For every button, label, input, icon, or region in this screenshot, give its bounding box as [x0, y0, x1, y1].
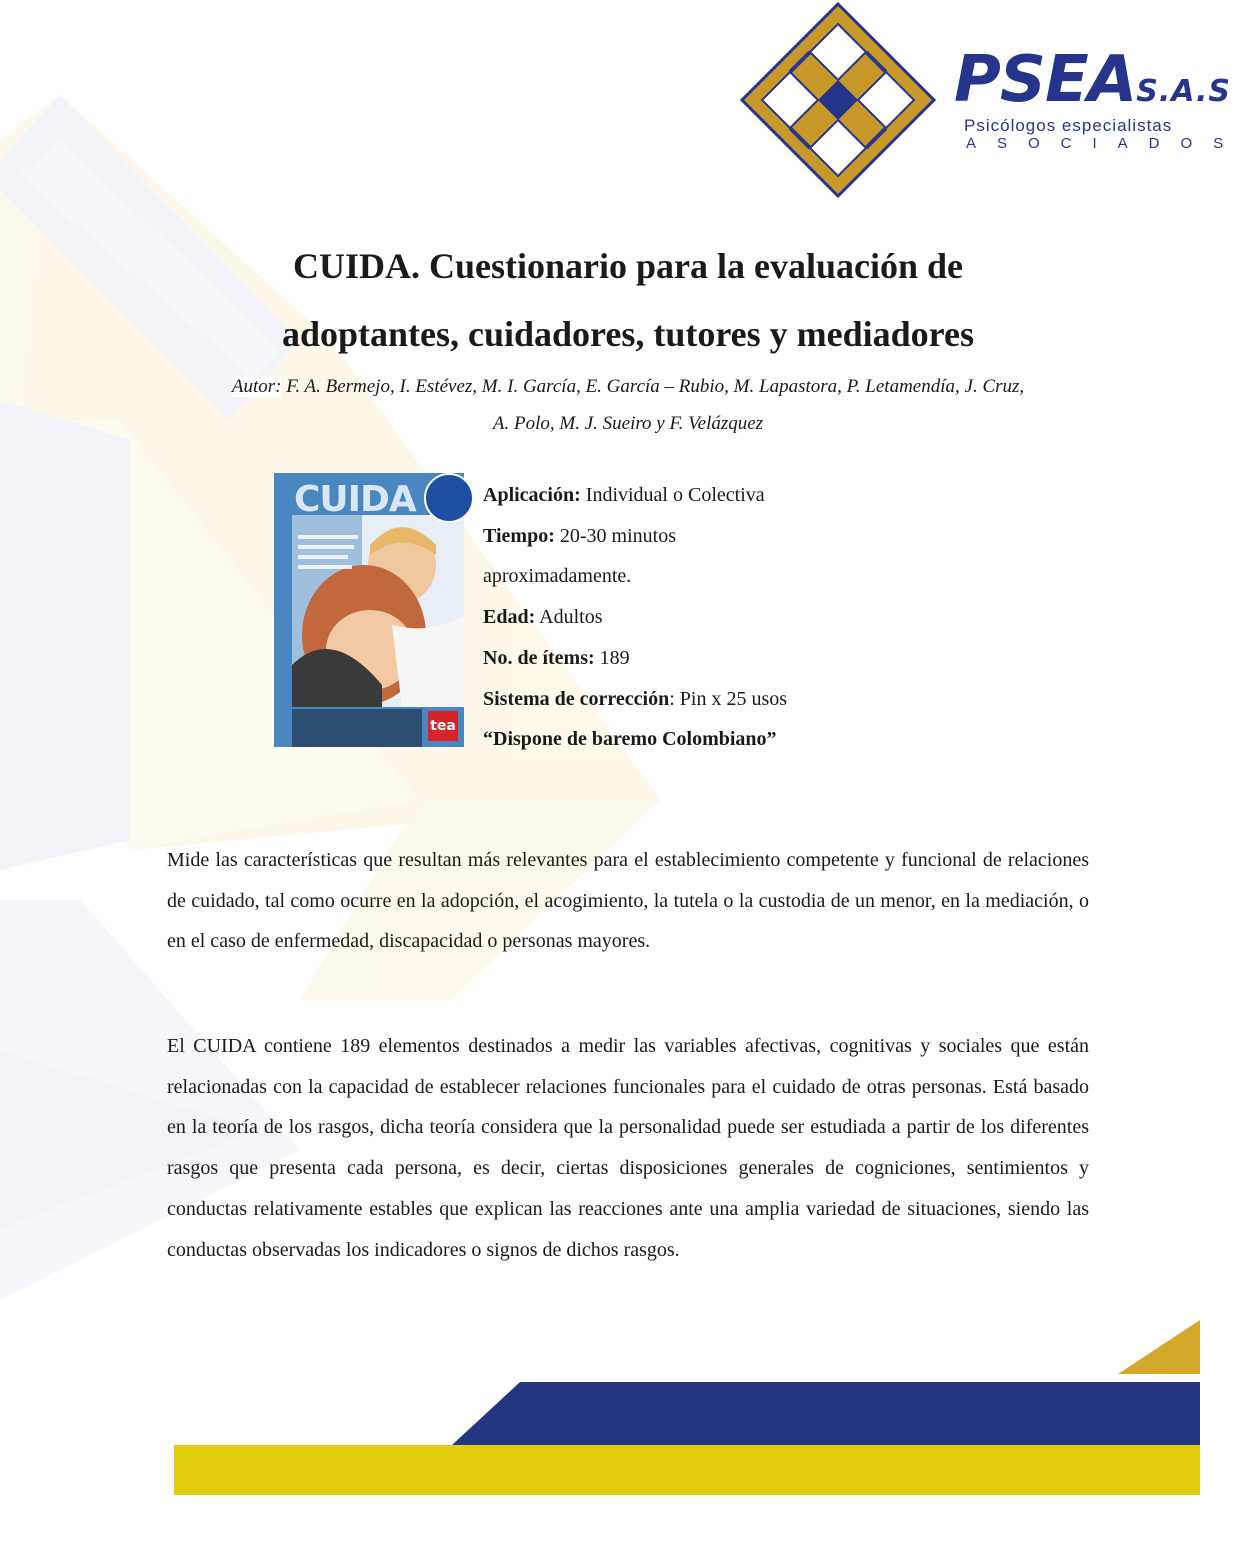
cover-badge-icon: [424, 473, 474, 523]
authors-line-1: [150, 368, 1106, 405]
authors-names-1: F. A. Bermejo, I. Estévez, M. I. García, E. García – Rubio, M. Lapastora, P. Letamendía, J. Cruz,: [281, 376, 1025, 397]
description-paragraph-1: Mide las características que resultan más relevantes para el establecimiento competente y funcional de relaciones de cuidado, tal como ocurre en la adopción, el acogimiento, la tutela o la custodia de un menor, en la mediación, o en el caso de enfermedad, discapacidad o personas mayores.: [167, 849, 1089, 953]
spec-value: 20-30 minutos: [554, 524, 676, 547]
spec-baremo: [483, 719, 903, 760]
spec-value: 189: [594, 646, 630, 669]
publisher-logo: tea: [428, 711, 458, 741]
cover-title: CUIDA: [294, 479, 416, 520]
test-specifications: [483, 475, 903, 760]
logo-subtitle: Psicólogos especialistas: [964, 116, 1173, 135]
authors-label: Autor:: [231, 376, 282, 397]
psea-emblem-icon: [738, 0, 938, 200]
spec-value: Adultos: [535, 606, 603, 629]
authors-line-2: A. Polo, M. J. Sueiro y F. Velázquez: [492, 413, 764, 434]
title-line-2: adoptantes, cuidadores, tutores y mediadores: [281, 314, 975, 354]
logo-suffix: S.A.S: [1136, 74, 1232, 109]
spec-edad: [483, 597, 903, 638]
spec-sistema: [483, 679, 903, 720]
title-line-1: CUIDA. Cuestionario para la evaluación de: [292, 246, 963, 286]
spec-label: Tiempo:: [483, 524, 555, 547]
description-paragraph-2: El CUIDA contiene 189 elementos destinados a medir las variables afectivas, cognitivas y sociales que están relacionadas con la capacidad de establecer relaciones funcionales para el cuidado de otras personas. Está basado en la teoría de los rasgos, dicha teoría considera que la personalidad puede ser estudiada a partir de los diferentes rasgos que presenta cada persona, es decir, ciertas disposiciones generales de cogniciones, sentimientos y conductas relativamente estables que explican las reacciones ante una amplia variedad de situaciones, siendo las conductas observadas los indicadores o signos de dichos rasgos.: [167, 1035, 1089, 1261]
baremo-note: “Dispone de baremo Colombiano”: [483, 728, 777, 751]
book-cover-image: [274, 473, 464, 747]
cover-photo-strip: [292, 709, 422, 747]
company-logo: [738, 0, 1244, 200]
page-title: [150, 232, 1106, 368]
spec-label: Aplicación:: [483, 484, 581, 506]
spec-tiempo-cont: aproximadamente.: [483, 565, 632, 588]
footer-decoration: [0, 1320, 1200, 1553]
spec-label: Sistema de corrección: [483, 687, 670, 710]
spec-aplicacion: [483, 475, 903, 516]
spec-items: [483, 638, 903, 679]
spec-label: No. de ítems:: [483, 646, 595, 669]
logo-wordmark: PSEAS.A.S: [954, 43, 1232, 117]
cover-photo-illustration: [292, 515, 464, 707]
spec-tiempo: [483, 516, 903, 557]
logo-subtitle-asociados: ASOCIADOS: [966, 135, 1244, 152]
spec-label: Edad:: [483, 606, 536, 629]
spec-value: Individual o Colectiva: [580, 484, 765, 506]
spec-value: : Pin x 25 usos: [669, 687, 788, 710]
authors: [150, 368, 1106, 442]
